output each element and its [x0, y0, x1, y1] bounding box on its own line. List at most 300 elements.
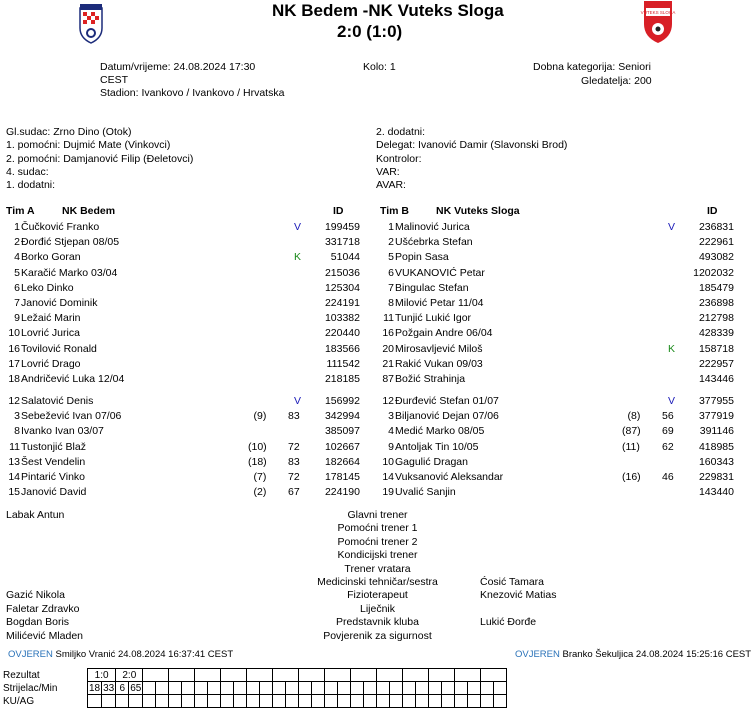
player-number: 4 — [388, 425, 394, 438]
player-row — [374, 311, 744, 325]
player-number: 8 — [14, 425, 20, 438]
player-name: Sebežević Ivan 07/06 — [21, 410, 122, 423]
player-number: 5 — [14, 266, 20, 279]
player-name: Tunjić Lukić Igor — [395, 312, 472, 325]
team-b-label: Tim B — [380, 205, 409, 217]
match-stadium: Stadion: Ivankovo / Ivankovo / Hrvatska — [100, 87, 285, 99]
score-cell — [234, 695, 247, 708]
official-right-line: VAR: — [376, 165, 400, 178]
player-number: 21 — [382, 357, 394, 370]
score-cell — [442, 682, 455, 695]
score-cell — [312, 695, 325, 708]
player-id: 236898 — [698, 297, 734, 309]
player-number: 20 — [382, 342, 394, 355]
home-club-crest — [78, 2, 104, 44]
score-cell — [195, 682, 208, 695]
score-cell — [169, 669, 195, 682]
player-sub-for: (9) — [253, 410, 267, 423]
player-number: 10 — [382, 455, 394, 468]
score-cell — [247, 695, 260, 708]
player-row — [0, 326, 370, 340]
score-cell — [182, 682, 195, 695]
staff-right-name: Lukić Đorđe — [480, 616, 537, 629]
player-sub-minute: 83 — [288, 410, 300, 423]
player-name: Karačić Marko 03/04 — [21, 266, 118, 279]
score-cell — [377, 669, 403, 682]
score-cell — [442, 695, 455, 708]
player-number: 14 — [8, 471, 20, 483]
player-sub-minute: 83 — [288, 455, 300, 468]
player-row — [0, 455, 370, 469]
player-row — [374, 424, 744, 438]
score-cell — [351, 682, 364, 695]
player-id: 143446 — [698, 373, 734, 385]
player-number: 6 — [14, 281, 20, 294]
score-cell — [468, 682, 481, 695]
player-name: Milović Petar 11/04 — [395, 297, 484, 309]
score-cell — [390, 682, 403, 695]
player-role-mark: K — [294, 251, 302, 264]
score-row-label: Strijelac/Min — [3, 682, 58, 694]
staff-left-name: Faletar Zdravko — [6, 602, 80, 615]
score-cell: 6 — [116, 682, 129, 695]
score-cell — [221, 682, 234, 695]
score-cell — [286, 695, 299, 708]
player-name: Rakić Vukan 09/03 — [395, 357, 483, 370]
score-cell — [169, 695, 182, 708]
player-id: 185479 — [698, 281, 734, 294]
verified-left-tag: OVJEREN — [8, 649, 53, 660]
player-row — [0, 220, 370, 234]
staff-left-name: Gazić Nikola — [6, 589, 65, 602]
player-name: Čučković Franko — [21, 221, 100, 233]
team-b-id-header: ID — [707, 205, 718, 217]
player-row — [374, 342, 744, 356]
player-id: 111542 — [326, 357, 360, 370]
player-number: 16 — [8, 342, 20, 355]
score-cell — [273, 695, 286, 708]
player-sub-for: (16) — [622, 471, 641, 483]
player-id: 183566 — [324, 342, 360, 355]
player-sub-for: (10) — [248, 440, 267, 453]
score-cell — [455, 695, 468, 708]
player-number: 15 — [8, 486, 20, 499]
player-row — [0, 394, 370, 408]
staff-role: Liječnik — [359, 602, 396, 615]
player-number: 6 — [388, 266, 394, 279]
staff-role: Medicinski tehničar/sestra — [317, 576, 438, 588]
official-left-line: 1. dodatni: — [6, 179, 56, 192]
player-name: Medić Marko 08/05 — [395, 425, 485, 438]
staff-left-name: Bogdan Boris — [6, 616, 70, 629]
player-id: 377955 — [698, 395, 734, 407]
player-id: 1202032 — [693, 266, 734, 279]
match-spectators: Gledatelja: 200 — [581, 75, 652, 87]
player-name: Borko Goran — [21, 251, 81, 264]
score-cell — [364, 682, 377, 695]
player-row — [0, 250, 370, 264]
player-row — [374, 394, 744, 408]
player-name: Biljanović Dejan 07/06 — [395, 410, 499, 423]
player-sub-for: (7) — [253, 471, 267, 483]
player-id: 377919 — [698, 410, 734, 423]
player-row — [374, 296, 744, 310]
player-number: 11 — [383, 312, 394, 325]
player-id: 331718 — [324, 236, 360, 249]
player-row — [374, 250, 744, 264]
player-row — [374, 485, 744, 499]
player-number: 2 — [14, 236, 20, 249]
score-cell — [455, 682, 468, 695]
player-id: 160343 — [698, 455, 734, 468]
score-cell — [182, 695, 195, 708]
player-sub-minute: 72 — [288, 440, 300, 453]
official-left-line: 2. pomoćni: Damjanović Filip (Đeletovci) — [6, 152, 194, 165]
score-cell — [221, 669, 247, 682]
player-row — [0, 342, 370, 356]
score-cell — [208, 682, 221, 695]
score-cell — [325, 682, 338, 695]
staff-role: Predstavnik kluba — [336, 616, 419, 629]
player-row — [374, 281, 744, 295]
match-title: NK Bedem -NK Vuteks Sloga — [272, 1, 504, 20]
player-name: VUKANOVIĆ Petar — [395, 266, 485, 279]
staff-left-name: Labak Antun — [6, 509, 65, 521]
player-name: Tustonjić Blaž — [21, 440, 86, 453]
player-row — [0, 440, 370, 454]
player-row — [0, 235, 370, 249]
player-number: 3 — [388, 410, 394, 423]
player-name: Janović Dominik — [21, 297, 98, 309]
player-name: Lovrić Jurica — [21, 327, 80, 340]
player-id: 391146 — [699, 425, 734, 438]
score-cell — [156, 695, 169, 708]
player-sub-for: (2) — [253, 486, 267, 499]
player-row — [374, 409, 744, 423]
player-name: Šest Vendelin — [21, 455, 86, 468]
official-right-line: Delegat: Ivanović Damir (Slavonski Brod) — [376, 139, 568, 152]
score-cell — [208, 695, 221, 708]
player-number: 1 — [14, 221, 20, 233]
verified-left — [8, 649, 233, 660]
player-row — [374, 440, 744, 454]
verified-right-text: Branko Šekuljica 24.08.2024 15:25:16 CEST — [562, 649, 752, 660]
player-number: 5 — [388, 251, 394, 264]
player-id: 182664 — [324, 455, 360, 468]
player-number: 11 — [9, 440, 20, 453]
score-cell — [195, 669, 221, 682]
player-name: Uvalić Sanjin — [395, 486, 456, 499]
player-role-mark: K — [668, 342, 676, 355]
player-row — [0, 357, 370, 371]
score-cell — [494, 695, 507, 708]
score-table-row — [3, 682, 507, 695]
score-cell — [429, 669, 455, 682]
player-name: Andričević Luka 12/04 — [21, 373, 125, 385]
player-sub-minute: 62 — [662, 440, 674, 453]
player-number: 19 — [382, 486, 394, 499]
score-cell — [338, 695, 351, 708]
score-table — [3, 668, 507, 708]
player-number: 18 — [8, 373, 20, 385]
player-number: 10 — [8, 327, 20, 340]
player-row — [374, 220, 744, 234]
score-cell — [116, 695, 129, 708]
score-cell — [455, 669, 481, 682]
staff-role: Pomoćni trener 2 — [337, 535, 418, 548]
player-id: 224191 — [324, 297, 360, 309]
player-number: 1 — [388, 221, 394, 233]
player-row — [0, 296, 370, 310]
player-name: Malinović Jurica — [395, 221, 470, 233]
player-id: 199459 — [324, 221, 360, 233]
player-id: 125304 — [324, 281, 360, 294]
player-id: 224190 — [324, 486, 360, 499]
player-name: Požgain Andre 06/04 — [395, 327, 493, 340]
score-cell — [364, 695, 377, 708]
official-right-line: Kontrolor: — [376, 152, 422, 165]
player-name: Ušćebrka Stefan — [395, 236, 473, 249]
score-cell — [377, 682, 390, 695]
match-datetime: Datum/vrijeme: 24.08.2024 17:30 — [100, 61, 256, 73]
player-row — [0, 470, 370, 484]
score-cell — [325, 695, 338, 708]
score-cell — [481, 695, 494, 708]
player-role-mark: V — [668, 395, 676, 407]
player-id: 418985 — [698, 440, 734, 453]
staff-role: Povjerenik za sigurnost — [323, 629, 432, 642]
player-number: 9 — [14, 312, 20, 325]
player-row — [374, 470, 744, 484]
match-category: Dobna kategorija: Seniori — [533, 61, 651, 73]
score-cell — [377, 695, 390, 708]
score-cell: 2:0 — [116, 669, 143, 682]
player-name: Tovilović Ronald — [21, 342, 97, 355]
player-row — [0, 266, 370, 280]
player-name: Mirosavljević Miloš — [395, 342, 483, 355]
player-id: 102667 — [324, 440, 360, 453]
team-a-label: Tim A — [6, 205, 35, 217]
staff-role: Fizioterapeut — [347, 589, 408, 602]
score-cell — [260, 682, 273, 695]
player-number: 17 — [8, 357, 20, 370]
player-row — [0, 485, 370, 499]
player-row — [374, 455, 744, 469]
player-sub-for: (11) — [622, 440, 640, 453]
staff-right-name: Ćosić Tamara — [480, 576, 544, 588]
player-id: 222957 — [698, 357, 734, 370]
player-number: 7 — [14, 297, 20, 309]
official-left-line: Gl.sudac: Zrno Dino (Otok) — [6, 126, 132, 138]
player-sub-minute: 46 — [662, 471, 674, 483]
player-row — [0, 424, 370, 438]
player-name: Popin Sasa — [395, 251, 449, 264]
score-cell — [299, 695, 312, 708]
score-cell — [403, 682, 416, 695]
score-cell — [325, 669, 351, 682]
match-round: Kolo: 1 — [363, 61, 396, 73]
staff-role: Trener vratara — [344, 562, 411, 575]
player-name: Leko Dinko — [21, 281, 74, 294]
official-right-line: AVAR: — [376, 179, 406, 192]
score-cell — [129, 695, 143, 708]
staff-role: Glavni trener — [347, 509, 408, 521]
player-row — [0, 311, 370, 325]
player-name: Đurđević Stefan 01/07 — [395, 395, 499, 407]
player-number: 4 — [14, 251, 20, 264]
score-cell — [351, 669, 377, 682]
official-left-line: 4. sudac: — [6, 165, 49, 178]
score-cell — [221, 695, 234, 708]
score-row-label: KU/AG — [3, 695, 35, 707]
player-row — [374, 357, 744, 371]
player-name: Ležaić Marin — [21, 312, 81, 325]
score-cell — [481, 669, 507, 682]
score-cell — [416, 695, 429, 708]
player-number: 12 — [382, 395, 394, 407]
player-name: Božić Strahinja — [395, 373, 466, 385]
score-cell — [416, 682, 429, 695]
player-number: 3 — [14, 410, 20, 423]
team-b-name: NK Vuteks Sloga — [436, 205, 520, 217]
score-table-row — [3, 695, 507, 708]
match-timezone: CEST — [100, 74, 129, 86]
player-id: 212798 — [698, 312, 734, 325]
player-row — [0, 281, 370, 295]
team-a-id-header: ID — [333, 205, 344, 217]
score-cell — [102, 695, 116, 708]
player-role-mark: V — [294, 221, 302, 233]
score-cell — [286, 682, 299, 695]
verified-right — [515, 649, 751, 660]
player-id: 222961 — [698, 236, 734, 249]
player-name: Lovrić Drago — [21, 357, 81, 370]
score-row-label: Rezultat — [3, 669, 40, 681]
player-id: 385097 — [324, 425, 360, 438]
score-cell — [429, 682, 442, 695]
player-id: 215036 — [324, 266, 360, 279]
team-a-name: NK Bedem — [62, 205, 116, 217]
player-id: 229831 — [698, 471, 734, 483]
player-sub-for: (87) — [622, 425, 641, 438]
score-cell — [494, 682, 507, 695]
score-cell — [299, 682, 312, 695]
score-cell — [390, 695, 403, 708]
player-name: Bingulac Stefan — [395, 281, 469, 294]
score-cell — [234, 682, 247, 695]
score-cell — [273, 669, 299, 682]
score-cell: 18 — [89, 682, 101, 694]
score-cell — [143, 682, 156, 695]
player-name: Antoljak Tin 10/05 — [395, 440, 479, 453]
player-id: 220440 — [324, 327, 360, 340]
score-cell — [143, 695, 156, 708]
score-cell — [403, 669, 429, 682]
staff-left-name: Milićević Mladen — [6, 629, 84, 642]
score-cell — [195, 695, 208, 708]
player-name: Vuksanović Aleksandar — [395, 471, 504, 483]
player-sub-for: (8) — [627, 410, 641, 423]
player-number: 7 — [388, 281, 394, 294]
player-name: Đorđić Stjepan 08/05 — [21, 236, 120, 249]
score-cell — [247, 669, 273, 682]
player-row — [0, 372, 370, 386]
player-name: Pintarić Vinko — [21, 471, 86, 483]
official-right-line: 2. dodatni: — [376, 126, 426, 138]
official-left-line: 1. pomoćni: Dujmić Mate (Vinkovci) — [6, 139, 171, 152]
player-id: 143440 — [698, 486, 734, 499]
score-cell — [468, 695, 481, 708]
player-id: 493082 — [698, 251, 734, 264]
player-name: Janović David — [21, 486, 87, 499]
player-number: 16 — [382, 327, 394, 340]
score-cell — [143, 669, 169, 682]
away-crest-text: VUTEKS SLOGA — [640, 10, 676, 15]
score-cell — [429, 695, 442, 708]
player-id: 103382 — [324, 312, 360, 325]
player-name: Ivanko Ivan 03/07 — [21, 425, 104, 438]
player-id: 342994 — [324, 410, 360, 423]
player-id: 428339 — [698, 327, 734, 340]
score-cell — [481, 682, 494, 695]
player-sub-minute: 72 — [288, 471, 300, 483]
player-row — [374, 235, 744, 249]
score-cell — [351, 695, 364, 708]
score-cell — [338, 682, 351, 695]
player-sub-minute: 69 — [662, 425, 674, 438]
player-name: Gagulić Dragan — [395, 455, 468, 468]
score-table-row — [3, 669, 507, 682]
score-cell — [299, 669, 325, 682]
score-cell — [403, 695, 416, 708]
staff-right-name: Knezović Matias — [480, 589, 557, 602]
score-cell — [156, 682, 169, 695]
player-number: 13 — [8, 455, 20, 468]
player-id: 178145 — [324, 471, 360, 483]
score-cell: 1:0 — [88, 669, 116, 682]
score-cell — [273, 682, 286, 695]
score-cell — [88, 695, 102, 708]
score-cell — [260, 695, 273, 708]
player-number: 12 — [8, 395, 20, 407]
match-score: 2:0 (1:0) — [337, 22, 403, 41]
player-number: 87 — [382, 373, 394, 385]
player-row — [0, 409, 370, 423]
away-club-crest — [640, 0, 676, 44]
player-row — [374, 372, 744, 386]
verified-right-tag: OVJEREN — [515, 649, 560, 660]
player-name: Salatović Denis — [21, 395, 94, 407]
score-cell: 33 — [103, 682, 115, 694]
player-number: 14 — [382, 471, 394, 483]
player-row — [374, 326, 744, 340]
player-id: 51044 — [330, 251, 360, 264]
player-role-mark: V — [668, 221, 676, 233]
player-number: 2 — [388, 236, 394, 249]
player-id: 156992 — [324, 395, 360, 407]
staff-role: Kondicijski trener — [337, 549, 418, 562]
score-cell — [312, 682, 325, 695]
player-sub-for: (18) — [248, 455, 267, 468]
player-row — [374, 266, 744, 280]
verified-left-text: Smiljko Vranić 24.08.2024 16:37:41 CEST — [55, 649, 234, 660]
player-number: 9 — [388, 440, 394, 453]
player-role-mark: V — [294, 395, 302, 407]
player-id: 218185 — [324, 373, 360, 385]
player-sub-minute: 67 — [288, 486, 300, 499]
score-cell — [247, 682, 260, 695]
score-cell — [169, 682, 182, 695]
